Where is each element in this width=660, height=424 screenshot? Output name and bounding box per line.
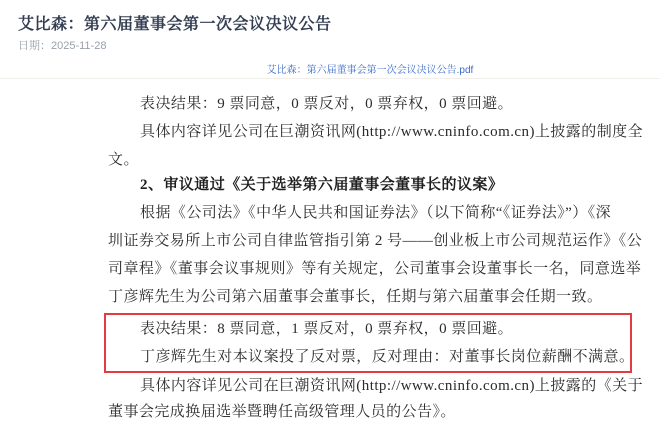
item2-detail-line2: 董事会完成换届选举暨聘任高级管理人员的公告》。: [108, 404, 456, 420]
vote-result-item1: 表决结果：9 票同意，0 票反对，0 票弃权，0 票回避。: [140, 96, 514, 112]
item2-basis-line2: 圳证券交易所上市公司自律监管指引第 2 号——创业板上市公司规范运作》《公: [108, 233, 643, 249]
red-highlight-box: [104, 313, 635, 373]
date-label: 日期：2025-11-28: [18, 40, 107, 52]
item2-heading: 2、审议通过《关于选举第六届董事会董事长的议案》: [140, 177, 504, 193]
item2-basis-line1: 根据《公司法》《中华人民共和国证券法》（以下简称“《证券法》”）《深: [140, 205, 612, 221]
objection-reason-line: 丁彦辉先生对本议案投了反对票，反对理由：对董事长岗位薪酬不满意。: [140, 349, 635, 365]
item1-detail-line1: 具体内容详见公司在巨潮资讯网(http://www.cninfo.com.cn)上披露的制度全: [140, 124, 644, 140]
header-divider: [0, 78, 660, 79]
pdf-link-row: [108, 60, 632, 78]
item2-basis-line4: 丁彦辉先生为公司第六届董事会董事长，任期与第六届董事会任期一致。: [108, 289, 603, 305]
vote-result-item2: 表决结果：8 票同意，1 票反对，0 票弃权，0 票回避。: [140, 321, 514, 337]
page-title: 艾比森：第六届董事会第一次会议决议公告: [18, 16, 332, 33]
item1-detail-line2: 文。: [108, 152, 139, 168]
item2-basis-line3: 司章程》《董事会议事规则》等有关规定，公司董事会设董事长一名，同意选举: [108, 261, 642, 277]
pdf-attachment-link[interactable]: 艾比森：第六届董事会第一次会议决议公告.pdf: [266, 65, 474, 76]
item2-detail-line1: 具体内容详见公司在巨潮资讯网(http://www.cninfo.com.cn)上披露的《关于: [140, 378, 644, 394]
